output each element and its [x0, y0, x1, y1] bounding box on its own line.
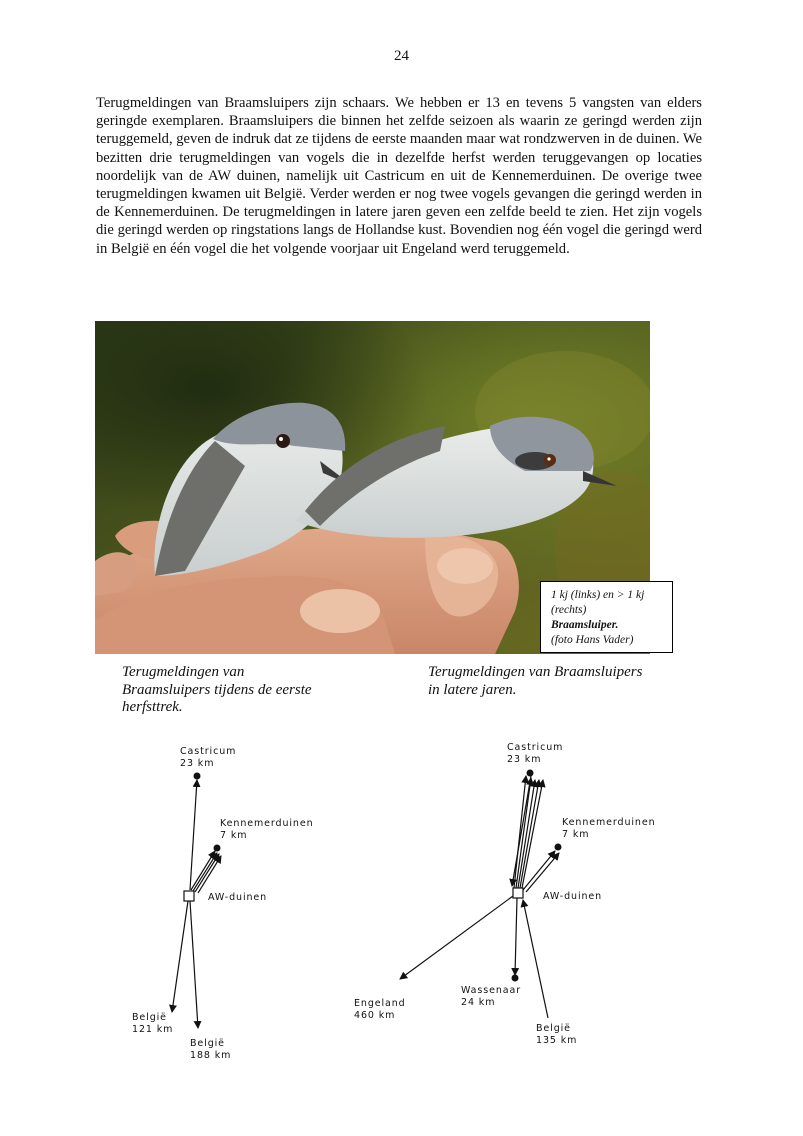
label-castricum-dist: 23 km	[507, 754, 542, 765]
label-belgie: België	[536, 1023, 571, 1034]
castricum-marker	[527, 770, 534, 777]
map-later-years	[340, 730, 680, 1070]
label-belgie-1-dist: 121 km	[132, 1024, 174, 1035]
label-castricum: Castricum	[180, 746, 237, 757]
label-castricum: Castricum	[507, 742, 564, 753]
kennemer-marker	[555, 844, 562, 851]
label-engeland: Engeland	[354, 998, 406, 1009]
label-kennemerduinen: Kennemerduinen	[220, 818, 314, 829]
label-wassenaar-dist: 24 km	[461, 997, 496, 1008]
map-left-title: Terugmeldingen van Braamsluipers tijdens de eerste herfsttrek.	[122, 664, 312, 715]
wassenaar-marker	[512, 975, 519, 982]
label-kennemerduinen-dist: 7 km	[220, 830, 248, 841]
caption-species: Braamsluiper.	[551, 619, 619, 631]
aw-duinen-square	[184, 891, 194, 901]
label-aw-duinen: AW-duinen	[543, 891, 603, 902]
castricum-marker	[194, 773, 201, 780]
label-kennemerduinen: Kennemerduinen	[562, 817, 656, 828]
kennemer-marker	[214, 845, 221, 852]
map-autumn	[110, 730, 340, 1070]
map-right-title: Terugmeldingen van Braamsluipers in latere jaren.	[428, 664, 643, 698]
label-wassenaar: Wassenaar	[461, 985, 522, 996]
caption-line-2: (rechts)	[551, 604, 587, 616]
page-number: 24	[394, 48, 409, 64]
aw-duinen-square	[513, 888, 523, 898]
label-belgie-dist: 135 km	[536, 1035, 578, 1046]
label-belgie-1: België	[132, 1012, 167, 1023]
label-belgie-2-dist: 188 km	[190, 1050, 232, 1061]
label-belgie-2: België	[190, 1038, 225, 1049]
label-kennemerduinen-dist: 7 km	[562, 829, 590, 840]
caption-credit: (foto Hans Vader)	[551, 634, 634, 646]
photo-caption	[540, 581, 673, 653]
label-castricum-dist: 23 km	[180, 758, 215, 769]
label-aw-duinen: AW-duinen	[208, 892, 268, 903]
body-paragraph: Terugmeldingen van Braamsluipers zijn schaars. We hebben er 13 en tevens 5 vangsten van elders geringde exemplaren. Braamsluipers die binnen het zelfde seizoen als waarin ze geringd werden zijn teruggemeld, geven de indruk dat ze tijdens de eerste maanden maar wat rondzwerven in de duinen. We bezitten drie terugmeldingen van vogels die in dezelfde herfst werden teruggevangen op locaties noordelijk van de AW duinen, namelijk uit Castricum en uit de Kennemerduinen. De overige twee terugmeldingen kwamen uit België. Verder werden er nog twee vogels gevangen die geringd werden in de Kennemerduinen. De terugmeldingen in latere jaren geven een zelfde beeld te zien. Het zijn vogels die geringd werden op ringstations langs de Hollandse kust. Bovendien nog één vogel die geringd werd in België en één vogel die het volgende voorjaar uit Engeland werd teruggemeld.	[96, 95, 702, 257]
label-engeland-dist: 460 km	[354, 1010, 396, 1021]
caption-line-1: 1 kj (links) en > 1 kj	[551, 589, 645, 601]
